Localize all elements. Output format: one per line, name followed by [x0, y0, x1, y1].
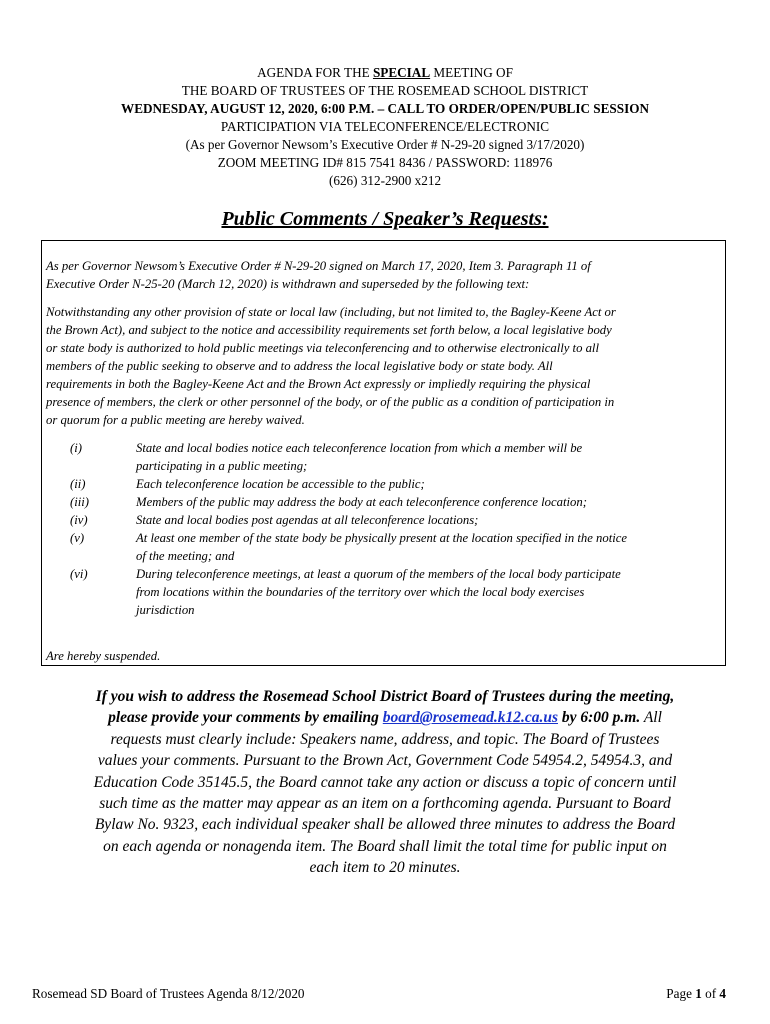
order-paragraph-1: As per Governor Newsom’s Executive Order # N-29-20 signed on March 17, 2020, Item 3. Paragraph 11 of Executive Order N-25-20 (March 12, 2020) is withdrawn and superseded by the following text: [46, 259, 591, 291]
header-line-5: (As per Governor Newsom’s Executive Order # N-29-20 signed 3/17/2020) [185, 137, 585, 152]
header-line-2: THE BOARD OF TRUSTEES OF THE ROSEMEAD SCHOOL DISTRICT [181, 83, 589, 98]
email-link[interactable]: board@rosemead.k12.ca.us [382, 709, 558, 727]
suspended-statement: Are hereby suspended. [46, 649, 161, 663]
list-item: (i) State and local bodies notice each teleconference location from which a member will be participating in a public meeting; [70, 441, 583, 473]
list-item: (v) At least one member of the state body be physically present at the location specified in the notice of the meeting; and [70, 531, 628, 563]
order-paragraph-2: Notwithstanding any other provision of state or local law (including, but not limited to, the Bagley-Keene Act or the Brown Act), and subject to the notice and accessibility requirements set forth below, a local legislative body or state body is authorized to hold public meetings via teleconferencing and to otherwise electronically to all members of the public seeking to observe and to address the local legislative body or state body. All requirements in both the Bagley-Keene Act and the Brown Act expressly or impliedly requiring the physical presence of members, the clerk or other personnel of the body, or of the public as a condition of participation in or quorum for a public meeting are hereby waived. [46, 305, 616, 427]
list-item: (vi) During teleconference meetings, at least a quorum of the members of the local body participate from locations within the boundaries of the territory over which the local body exercises jurisdiction [70, 567, 621, 617]
footer-title: Rosemead SD Board of Trustees Agenda 8/12/2020 [32, 986, 305, 1001]
requirements-list [46, 439, 730, 619]
special-emphasis: SPECIAL [372, 65, 431, 80]
header-line-1: AGENDA FOR THE SPECIAL MEETING OF [257, 65, 513, 80]
header-line-7: (626) 312-2900 x212 [328, 173, 442, 188]
public-comment-notice: If you wish to address the Rosemead School District Board of Trustees during the meeting, please provide your comments by emailing board@rosemead.k12.ca.us by 6:00 p.m. All requests must clearly include: Speakers name, address, and topic. The Board of Trustees values your comments. Pursuant to the Brown Act, Government Code 54954.2, 54954.3, and Education Code 35145.5, the Board cannot take any action or discuss a topic of concern until such time as the matter may appear as an item on a forthcoming agenda. Pursuant to Board Bylaw No. 9323, each individual speaker shall be allowed three minutes to address the Board on each agenda or nonagenda item. The Board shall limit the total time for public input on each item to 20 minutes. [93, 688, 677, 877]
list-item: (ii) Each teleconference location be accessible to the public; [70, 477, 425, 491]
executive-order-box [41, 240, 726, 666]
list-item: (iii) Members of the public may address the body at each teleconference conference location; [70, 495, 587, 509]
header-line-6: ZOOM MEETING ID# 815 7541 8436 / PASSWORD: 118976 [217, 155, 553, 170]
header-line-4: PARTICIPATION VIA TELECONFERENCE/ELECTRONIC [220, 119, 550, 134]
list-item: (iv) State and local bodies post agendas at all teleconference locations; [70, 513, 479, 527]
agenda-header [0, 64, 770, 190]
section-title: Public Comments / Speaker’s Requests: [221, 208, 549, 230]
page-number: Page 1 of 4 [666, 986, 726, 1001]
header-line-3: WEDNESDAY, AUGUST 12, 2020, 6:00 P.M. – CALL TO ORDER/OPEN/PUBLIC SESSION [121, 101, 649, 116]
